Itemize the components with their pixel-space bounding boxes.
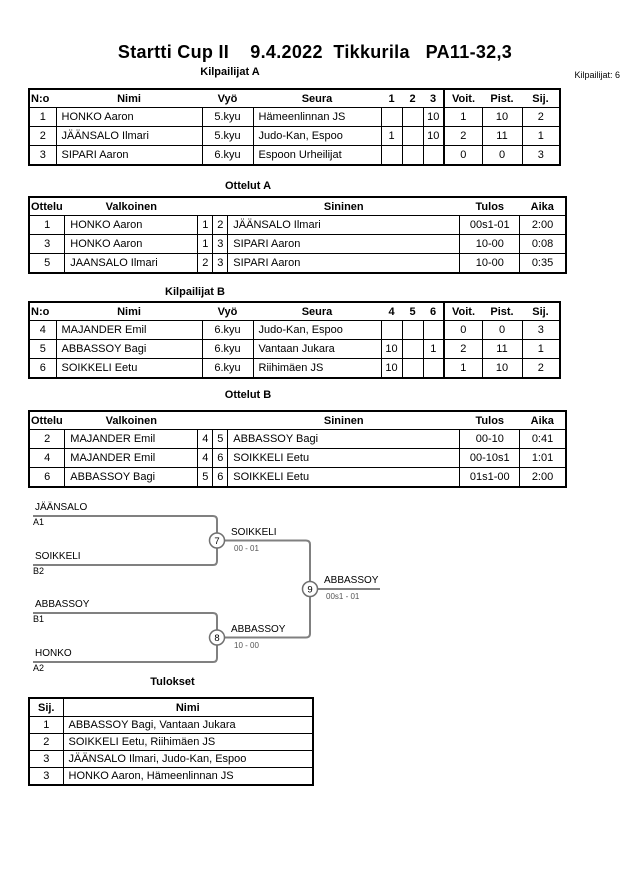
time-cell: 2:00 [520, 468, 566, 488]
white-no-cell: 2 [198, 254, 213, 274]
white-player-cell: MAJANDER Emil [65, 430, 198, 449]
vyo-cell: 6.kyu [202, 340, 253, 359]
bracket-seed: A1 [33, 517, 45, 527]
score-cell [423, 146, 444, 166]
table-row [29, 734, 313, 751]
placement-cell: 1 [29, 717, 63, 734]
col-match3-header: 3 [423, 89, 444, 108]
blue-player-cell: SOIKKELI Eetu [228, 468, 460, 488]
col-tulos-header: Tulos [460, 411, 520, 430]
time-cell: 1:01 [520, 449, 566, 468]
header-row [29, 302, 560, 321]
result-name-cell: ABBASSOY Bagi, Vantaan Jukara [63, 717, 313, 734]
white-no-cell: 4 [198, 449, 213, 468]
no-cell: 2 [29, 127, 56, 146]
col-voit-header: Voit. [444, 302, 482, 321]
col-spacer-header [213, 411, 228, 430]
col-ottelu-header: Ottelu [29, 411, 65, 430]
no-cell: 3 [29, 146, 56, 166]
match-no-cell: 5 [29, 254, 65, 274]
col-nimi-header: Nimi [56, 89, 202, 108]
score-cell [381, 108, 402, 127]
participants-count: Kilpailijat: 6 [574, 70, 620, 80]
table-row [29, 717, 313, 734]
result-cell: 10-00 [460, 235, 520, 254]
nimi-cell: HONKO Aaron [56, 108, 202, 127]
section-heading-ottelut-b: Ottelut B [224, 389, 272, 401]
header-row [29, 197, 566, 216]
score-cell [402, 340, 423, 359]
table-row [29, 235, 566, 254]
ottelut-b-table [28, 410, 567, 488]
result-cell: 00-10s1 [460, 449, 520, 468]
white-no-cell: 5 [198, 468, 213, 488]
voit-cell: 0 [444, 146, 482, 166]
voit-cell: 1 [444, 359, 482, 379]
time-cell: 0:35 [520, 254, 566, 274]
white-player-cell: HONKO Aaron [65, 216, 198, 235]
match-no-cell: 6 [29, 468, 65, 488]
voit-cell: 2 [444, 340, 482, 359]
blue-no-cell: 6 [213, 468, 228, 488]
section-heading-tulokset: Tulokset [150, 676, 195, 688]
voit-cell: 1 [444, 108, 482, 127]
col-seura-header: Seura [253, 302, 381, 321]
table-row [29, 449, 566, 468]
white-player-cell: JAANSALO Ilmari [65, 254, 198, 274]
bracket-winner: SOIKKELI [231, 527, 277, 538]
sij-cell: 3 [522, 321, 560, 340]
result-cell: 00s1-01 [460, 216, 520, 235]
table-row [29, 340, 560, 359]
bracket-seed: A2 [33, 663, 45, 673]
score-cell [423, 359, 444, 379]
col-nimi-header: Nimi [56, 302, 202, 321]
col-sij-header: Sij. [29, 698, 63, 717]
seura-cell: Hämeenlinnan JS [253, 108, 381, 127]
pist-cell: 10 [482, 359, 522, 379]
result-cell: 10-00 [460, 254, 520, 274]
col-pist-header: Pist. [482, 89, 522, 108]
score-cell [402, 108, 423, 127]
blue-player-cell: JÄÄNSALO Ilmari [228, 216, 460, 235]
blue-player-cell: SOIKKELI Eetu [228, 449, 460, 468]
match-number: 9 [307, 584, 313, 596]
score-cell: 10 [423, 108, 444, 127]
table-row [29, 768, 313, 786]
result-name-cell: HONKO Aaron, Hämeenlinnan JS [63, 768, 313, 786]
col-no-header: N:o [29, 302, 56, 321]
col-vyo-header: Vyö [202, 89, 253, 108]
pist-cell: 10 [482, 108, 522, 127]
nimi-cell: SOIKKELI Eetu [56, 359, 202, 379]
vyo-cell: 6.kyu [202, 146, 253, 166]
col-voit-header: Voit. [444, 89, 482, 108]
score-cell: 10 [381, 359, 402, 379]
vyo-cell: 6.kyu [202, 321, 253, 340]
col-match5-header: 5 [402, 302, 423, 321]
blue-player-cell: SIPARI Aaron [228, 235, 460, 254]
result-cell: 01s1-00 [460, 468, 520, 488]
white-no-cell: 1 [198, 235, 213, 254]
seura-cell: Vantaan Jukara [253, 340, 381, 359]
col-match1-header: 1 [381, 89, 402, 108]
col-match6-header: 6 [423, 302, 444, 321]
score-cell: 1 [423, 340, 444, 359]
blue-no-cell: 3 [213, 235, 228, 254]
col-aika-header: Aika [520, 411, 566, 430]
col-sij-header: Sij. [522, 89, 560, 108]
bracket-seed: B2 [33, 566, 45, 576]
nimi-cell: MAJANDER Emil [56, 321, 202, 340]
bracket-winner: ABBASSOY [324, 575, 379, 586]
result-name-cell: JÄÄNSALO Ilmari, Judo-Kan, Espoo [63, 751, 313, 768]
blue-player-cell: ABBASSOY Bagi [228, 430, 460, 449]
table-row [29, 430, 566, 449]
no-cell: 4 [29, 321, 56, 340]
table-row [29, 254, 566, 274]
nimi-cell: ABBASSOY Bagi [56, 340, 202, 359]
tulokset-header [29, 698, 313, 717]
sij-cell: 1 [522, 127, 560, 146]
bracket-score: 10 - 00 [234, 641, 259, 650]
vyo-cell: 5.kyu [202, 108, 253, 127]
voit-cell: 2 [444, 127, 482, 146]
pist-cell: 0 [482, 146, 522, 166]
bracket-score: 00 - 01 [234, 544, 259, 553]
placement-cell: 3 [29, 768, 63, 786]
vyo-cell: 5.kyu [202, 127, 253, 146]
nimi-cell: SIPARI Aaron [56, 146, 202, 166]
time-cell: 0:41 [520, 430, 566, 449]
score-cell [423, 321, 444, 340]
blue-no-cell: 2 [213, 216, 228, 235]
no-cell: 1 [29, 108, 56, 127]
white-no-cell: 1 [198, 216, 213, 235]
score-cell [402, 146, 423, 166]
pist-cell: 11 [482, 340, 522, 359]
col-tulos-header: Tulos [460, 197, 520, 216]
sij-cell: 2 [522, 359, 560, 379]
bracket-player: JÄÄNSALO [35, 502, 88, 513]
table-row [29, 321, 560, 340]
tulokset-table [28, 697, 314, 786]
col-sininen-header: Sininen [228, 411, 460, 430]
col-aika-header: Aika [520, 197, 566, 216]
col-nimi-header: Nimi [63, 698, 313, 717]
header-row [29, 698, 313, 717]
score-cell: 10 [381, 340, 402, 359]
col-match2-header: 2 [402, 89, 423, 108]
ottelut-a-table [28, 196, 567, 274]
seura-cell: Espoon Urheilijat [253, 146, 381, 166]
col-sij-header: Sij. [522, 302, 560, 321]
section-heading-kilpailijat-a: Kilpailijat A [200, 66, 260, 78]
sij-cell: 2 [522, 108, 560, 127]
ottelut-a-header [29, 197, 566, 216]
col-spacer-header [198, 411, 213, 430]
pist-cell: 0 [482, 321, 522, 340]
blue-no-cell: 5 [213, 430, 228, 449]
col-sininen-header: Sininen [228, 197, 460, 216]
bracket-score: 00s1 - 01 [326, 592, 360, 601]
time-cell: 2:00 [520, 216, 566, 235]
placement-cell: 3 [29, 751, 63, 768]
bracket-player: ABBASSOY [35, 599, 90, 610]
col-spacer-header [213, 197, 228, 216]
ottelut-b-header [29, 411, 566, 430]
col-ottelu-header: Ottelu [29, 197, 65, 216]
section-heading-ottelut-a: Ottelut A [224, 180, 272, 192]
col-valkoinen-header: Valkoinen [65, 197, 198, 216]
placement-cell: 2 [29, 734, 63, 751]
match-no-cell: 4 [29, 449, 65, 468]
score-cell [402, 321, 423, 340]
pist-cell: 11 [482, 127, 522, 146]
seura-cell: Judo-Kan, Espoo [253, 321, 381, 340]
score-cell [381, 146, 402, 166]
score-cell: 1 [381, 127, 402, 146]
table-row [29, 108, 560, 127]
seura-cell: Riihimäen JS [253, 359, 381, 379]
match-number: 8 [214, 633, 220, 644]
bracket-player: SOIKKELI [35, 551, 81, 562]
white-player-cell: ABBASSOY Bagi [65, 468, 198, 488]
match-no-cell: 3 [29, 235, 65, 254]
no-cell: 5 [29, 340, 56, 359]
table-row [29, 146, 560, 166]
bracket-line [217, 541, 313, 638]
col-match4-header: 4 [381, 302, 402, 321]
nimi-cell: JÄÄNSALO Ilmari [56, 127, 202, 146]
blue-no-cell: 6 [213, 449, 228, 468]
score-cell [381, 321, 402, 340]
white-player-cell: HONKO Aaron [65, 235, 198, 254]
vyo-cell: 6.kyu [202, 359, 253, 379]
blue-player-cell: SIPARI Aaron [228, 254, 460, 274]
col-valkoinen-header: Valkoinen [65, 411, 198, 430]
table-row [29, 127, 560, 146]
col-seura-header: Seura [253, 89, 381, 108]
white-player-cell: MAJANDER Emil [65, 449, 198, 468]
no-cell: 6 [29, 359, 56, 379]
sij-cell: 1 [522, 340, 560, 359]
match-no-cell: 1 [29, 216, 65, 235]
col-spacer-header [198, 197, 213, 216]
col-no-header: N:o [29, 89, 56, 108]
result-name-cell: SOIKKELI Eetu, Riihimäen JS [63, 734, 313, 751]
kilpailijat-a-table [28, 88, 561, 166]
time-cell: 0:08 [520, 235, 566, 254]
white-no-cell: 4 [198, 430, 213, 449]
kilpailijat-b-table [28, 301, 561, 379]
match-no-cell: 2 [29, 430, 65, 449]
result-cell: 00-10 [460, 430, 520, 449]
score-cell [402, 127, 423, 146]
sij-cell: 3 [522, 146, 560, 166]
bracket-player: HONKO [35, 648, 72, 659]
score-cell: 10 [423, 127, 444, 146]
table-row [29, 468, 566, 488]
blue-no-cell: 3 [213, 254, 228, 274]
kilpailijat-b-header [29, 302, 560, 321]
table-row [29, 359, 560, 379]
header-row [29, 411, 566, 430]
bracket-seed: B1 [33, 614, 45, 624]
col-vyo-header: Vyö [202, 302, 253, 321]
kilpailijat-a-header [29, 89, 560, 108]
voit-cell: 0 [444, 321, 482, 340]
header-row [29, 89, 560, 108]
table-row [29, 751, 313, 768]
seura-cell: Judo-Kan, Espoo [253, 127, 381, 146]
page-title: Startti Cup II 9.4.2022 Tikkurila PA11-32,3 [117, 42, 513, 62]
bracket-winner: ABBASSOY [231, 624, 286, 635]
score-cell [402, 359, 423, 379]
col-pist-header: Pist. [482, 302, 522, 321]
section-heading-kilpailijat-b: Kilpailijat B [165, 286, 225, 298]
match-number: 7 [214, 536, 220, 547]
table-row [29, 216, 566, 235]
